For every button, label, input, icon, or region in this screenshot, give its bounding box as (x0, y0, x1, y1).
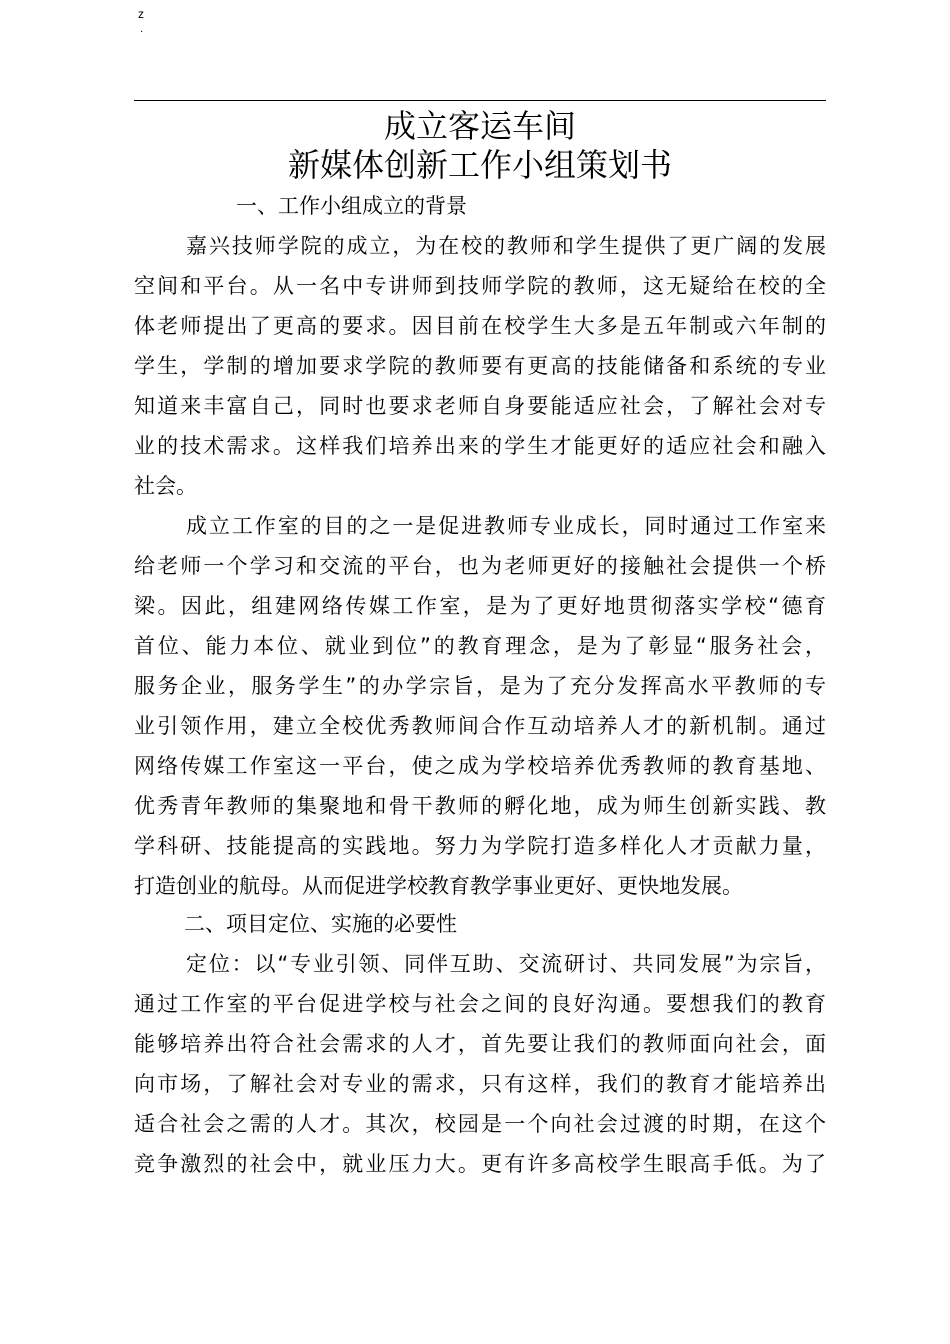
paragraph-purpose (134, 506, 826, 906)
document-title-line-2: 新媒体创新工作小组策划书 (287, 146, 672, 184)
paragraph-line: 竞争激烈的社会中，就业压力大。更有许多高校学生眼高手低。为了 (134, 1152, 826, 1176)
document-title-line-1: 成立客运车间 (383, 107, 576, 145)
paragraph-line: 适合社会之需的人才。其次，校园是一个向社会过渡的时期，在这个 (134, 1112, 826, 1136)
paragraph-line: 空间和平台。从一名中专讲师到技师学院的教师，这无疑给在校的全 (134, 274, 826, 298)
paragraph-line: 向市场，了解社会对专业的需求，只有这样，我们的教育才能培养出 (134, 1072, 826, 1096)
paragraph-line: 学科研、技能提高的实践地。努力为学院打造多样化人才贡献力量， (134, 834, 826, 858)
section-heading-positioning: 二、项目定位、实施的必要性 (184, 912, 457, 936)
section-heading-background: 一、工作小组成立的背景 (236, 194, 467, 218)
header-rule (134, 100, 826, 101)
paragraph-line: 业的技术需求。这样我们培养出来的学生才能更好的适应社会和融入 (134, 434, 826, 458)
paragraph-line: 体老师提出了更高的要求。因目前在校学生大多是五年制或六年制的 (134, 314, 826, 338)
paragraph-line: 打造创业的航母。从而促进学校教育教学事业更好、更快地发展。 (134, 874, 743, 898)
paragraph-line: 服务企业，服务学生”的办学宗旨，是为了充分发挥高水平教师的专 (134, 674, 826, 698)
paragraph-line: 定位：以“专业引领、同伴互助、交流研讨、共同发展”为宗旨， (186, 952, 826, 976)
paragraph-line: 成立工作室的目的之一是促进教师专业成长，同时通过工作室来 (186, 514, 826, 538)
paragraph-line: 学生，学制的增加要求学院的教师要有更高的技能储备和系统的专业 (134, 354, 826, 378)
paragraph-line: 知道来丰富自己，同时也要求老师自身要能适应社会，了解社会对专 (134, 394, 826, 418)
paragraph-line: 首位、能力本位、就业到位”的教育理念，是为了彰显“服务社会， (134, 634, 826, 658)
corner-mark: z (138, 7, 144, 21)
paragraph-line: 通过工作室的平台促进学校与社会之间的良好沟通。要想我们的教育 (134, 992, 826, 1016)
paragraph-line: 网络传媒工作室这一平台，使之成为学校培养优秀教师的教育基地、 (134, 754, 826, 778)
paragraph-line: 优秀青年教师的集聚地和骨干教师的孵化地，成为师生创新实践、教 (134, 794, 826, 818)
corner-dot: . (140, 24, 144, 35)
paragraph-positioning (134, 944, 826, 1184)
paragraph-line: 能够培养出符合社会需求的人才，首先要让我们的教师面向社会，面 (134, 1032, 826, 1056)
paragraph-line: 社会。 (134, 474, 197, 498)
paragraph-line: 业引领作用，建立全校优秀教师间合作互动培养人才的新机制。通过 (134, 714, 826, 738)
paragraph-line: 嘉兴技师学院的成立，为在校的教师和学生提供了更广阔的发展 (186, 234, 826, 258)
paragraph-background (134, 226, 826, 506)
paragraph-line: 梁。因此，组建网络传媒工作室，是为了更好地贯彻落实学校“德育 (134, 594, 826, 618)
paragraph-line: 给老师一个学习和交流的平台，也为老师更好的接触社会提供一个桥 (134, 554, 826, 578)
